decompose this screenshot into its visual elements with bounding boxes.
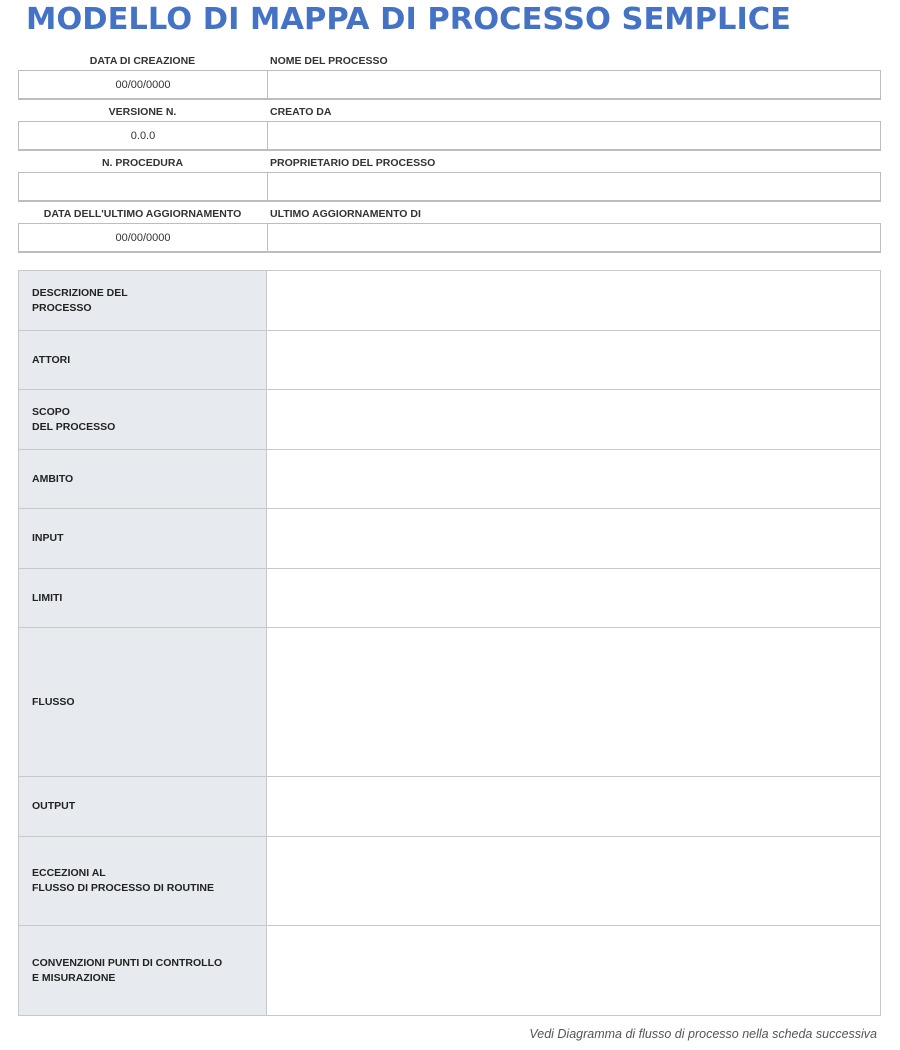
table-row-output (19, 777, 880, 837)
row-label: AMBITO (19, 450, 267, 508)
row-label: LIMITI (19, 569, 267, 627)
exceptions-field[interactable] (267, 837, 880, 925)
row-label: DESCRIZIONE DEL PROCESSO (19, 271, 267, 330)
table-row-limits (19, 569, 880, 628)
page-title: MODELLO DI MAPPA DI PROCESSO SEMPLICE (26, 2, 792, 37)
last-update-date-field[interactable]: 00/00/0000 (19, 224, 268, 251)
process-details-table (18, 270, 881, 1016)
table-row-input (19, 509, 880, 569)
process-name-field[interactable] (268, 71, 880, 98)
output-field[interactable] (267, 777, 880, 836)
last-updated-by-label: ULTIMO AGGIORNAMENTO DI (270, 208, 421, 220)
control-points-field[interactable] (267, 926, 880, 1015)
scope-field[interactable] (267, 450, 880, 508)
meta-block-version (18, 103, 881, 154)
version-label: VERSIONE N. (108, 106, 177, 118)
table-row-control-points (19, 926, 880, 1015)
purpose-field[interactable] (267, 390, 880, 449)
row-label: ATTORI (19, 331, 267, 389)
actors-field[interactable] (267, 331, 880, 389)
row-label: INPUT (19, 509, 267, 568)
process-owner-label: PROPRIETARIO DEL PROCESSO (270, 157, 436, 169)
flow-field[interactable] (267, 628, 880, 776)
creation-date-label: DATA DI CREAZIONE (89, 55, 196, 67)
version-field[interactable]: 0.0.0 (19, 122, 268, 149)
meta-block-creation (18, 52, 881, 103)
description-field[interactable] (267, 271, 880, 330)
table-row-scope (19, 450, 880, 509)
procedure-number-label: N. PROCEDURA (101, 157, 184, 169)
creation-date-field[interactable]: 00/00/0000 (19, 71, 268, 98)
procedure-number-field[interactable] (19, 173, 268, 200)
row-label: CONVENZIONI PUNTI DI CONTROLLO E MISURAZIONE (19, 926, 267, 1015)
process-name-label: NOME DEL PROCESSO (270, 55, 388, 67)
process-owner-field[interactable] (268, 173, 880, 200)
footer-note: Vedi Diagramma di flusso di processo nella scheda successiva (529, 1027, 877, 1041)
last-updated-by-field[interactable] (268, 224, 880, 251)
table-row-description (19, 271, 880, 331)
meta-block-procedure (18, 154, 881, 205)
limits-field[interactable] (267, 569, 880, 627)
row-label: ECCEZIONI AL FLUSSO DI PROCESSO DI ROUTINE (19, 837, 267, 925)
table-row-exceptions (19, 837, 880, 926)
meta-block-update (18, 205, 881, 256)
table-row-flow (19, 628, 880, 777)
metadata-section (18, 52, 881, 256)
table-row-purpose (19, 390, 880, 450)
created-by-label: CREATO DA (270, 106, 332, 118)
created-by-field[interactable] (268, 122, 880, 149)
row-label: SCOPO DEL PROCESSO (19, 390, 267, 449)
input-field[interactable] (267, 509, 880, 568)
row-label: FLUSSO (19, 628, 267, 776)
row-label: OUTPUT (19, 777, 267, 836)
table-row-actors (19, 331, 880, 390)
last-update-date-label: DATA DELL'ULTIMO AGGIORNAMENTO (43, 208, 242, 220)
